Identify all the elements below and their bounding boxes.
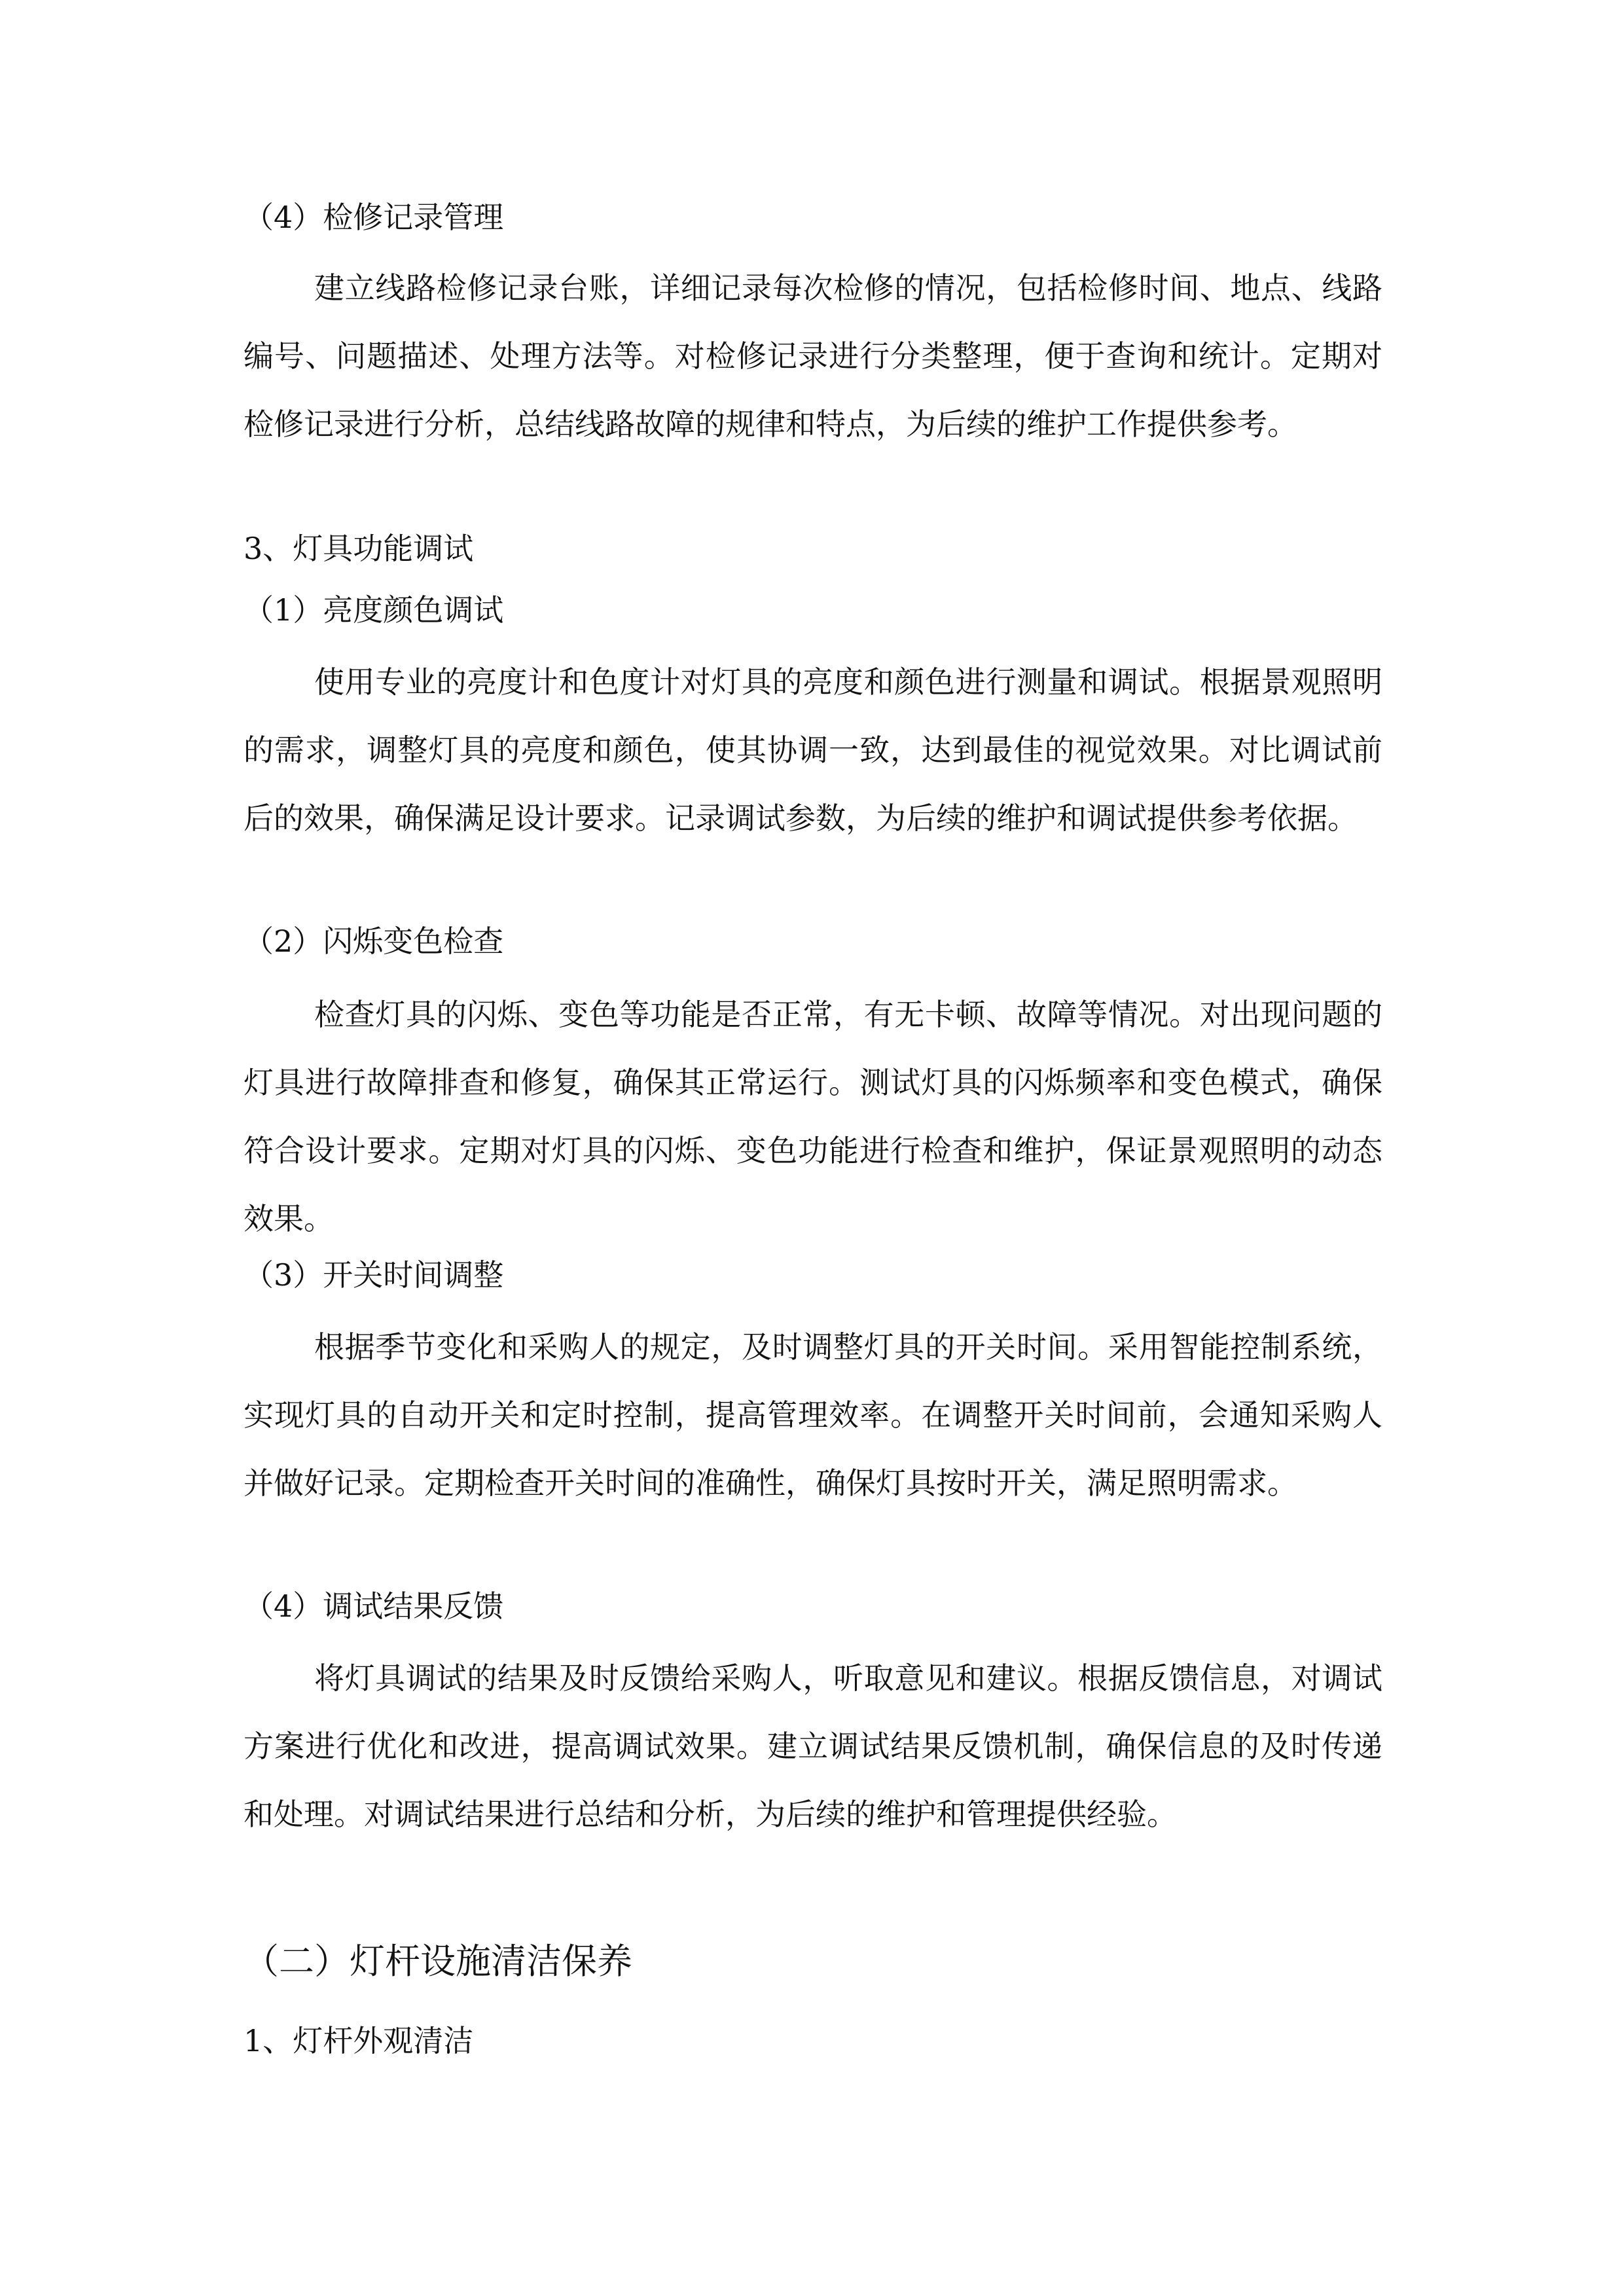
heading-repair-record-management: （4）检修记录管理 xyxy=(244,200,504,235)
heading-brightness-color-debugging: （1）亮度颜色调试 xyxy=(244,592,504,628)
paragraph-repair-record-management: 建立线路检修记录台账，详细记录每次检修的情况，包括检修时间、地点、线路编号、问题描述、处理方法等。对检修记录进行分类整理，便于查询和统计。定期对检修记录进行分析，总结线路故障的规律和特点，为后续的维护工作提供参考。 xyxy=(244,270,1382,442)
paragraph-debug-result-feedback: 将灯具调试的结果及时反馈给采购人，听取意见和建议。根据反馈信息，对调试方案进行优化和改进，提高调试效果。建立调试结果反馈机制，确保信息的及时传递和处理。对调试结果进行总结和分析，为后续的维护和管理提供经验。 xyxy=(244,1660,1382,1832)
heading-debug-result-feedback: （4）调试结果反馈 xyxy=(244,1588,504,1624)
paragraph-flash-color-check: 检查灯具的闪烁、变色等功能是否正常，有无卡顿、故障等情况。对出现问题的灯具进行故障排查和修复，确保其正常运行。测试灯具的闪烁频率和变色模式，确保符合设计要求。定期对灯具的闪烁、变色功能进行检查和维护，保证景观照明的动态效果。 xyxy=(244,997,1382,1236)
heading-flash-color-check: （2）闪烁变色检查 xyxy=(244,924,504,959)
heading-lamp-function-debugging: 3、灯具功能调试 xyxy=(244,531,474,566)
paragraph-switch-time-adjustment: 根据季节变化和采购人的规定，及时调整灯具的开关时间。采用智能控制系统，实现灯具的自动开关和定时控制，提高管理效率。在调整开关时间前，会通知采购人并做好记录。定期检查开关时间的准确性，确保灯具按时开关，满足照明需求。 xyxy=(244,1329,1382,1501)
paragraph-brightness-color-debugging: 使用专业的亮度计和色度计对灯具的亮度和颜色进行测量和调试。根据景观照明的需求，调整灯具的亮度和颜色，使其协调一致，达到最佳的视觉效果。对比调试前后的效果，确保满足设计要求。记录调试参数，为后续的维护和调试提供参考依据。 xyxy=(244,664,1382,836)
heading-switch-time-adjustment: （3）开关时间调整 xyxy=(244,1257,504,1293)
heading-pole-exterior-cleaning: 1、灯杆外观清洁 xyxy=(244,2023,474,2058)
section-heading-pole-cleaning-maintenance: （二）灯杆设施清洁保养 xyxy=(244,1941,632,1982)
